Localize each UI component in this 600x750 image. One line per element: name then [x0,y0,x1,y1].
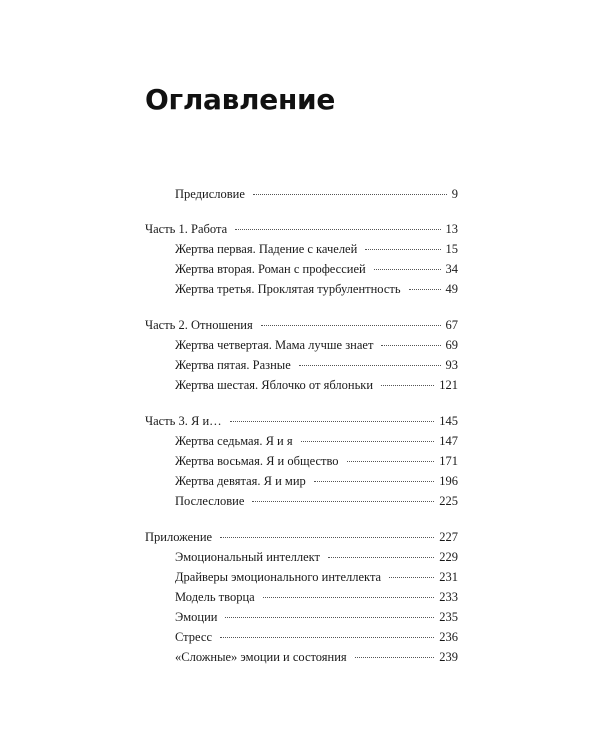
toc-chapter-entry [145,355,458,375]
dot-leader [299,365,441,366]
toc-entry-page-number: 13 [445,222,458,236]
toc-chapter-entry [145,627,458,647]
toc-entry-title: Модель творца [175,590,255,604]
dot-leader [230,421,435,422]
dot-leader [261,325,441,326]
dot-leader [263,597,435,598]
toc-chapter-entry [145,335,458,355]
toc-entry-page-number: 229 [439,550,458,564]
dot-leader [381,385,434,386]
dot-leader [374,269,441,270]
table-of-contents [145,184,458,683]
toc-entry-page-number: 9 [451,187,458,201]
toc-entry-page-number: 121 [439,378,458,392]
dot-leader [225,617,434,618]
toc-entry-title: Жертва шестая. Яблочко от яблоньки [175,378,374,392]
toc-entry-page-number: 227 [439,530,458,544]
dot-leader [409,289,441,290]
toc-entry-page-number: 171 [439,454,458,468]
toc-entry-title: Часть 3. Я и… [145,414,222,428]
toc-entry-page-number: 145 [439,414,458,428]
toc-section [145,527,458,667]
toc-entry-page-number: 93 [445,358,458,372]
toc-entry-title: Жертва первая. Падение с качелей [175,242,358,256]
toc-part-entry [145,527,458,547]
dot-leader [314,481,434,482]
toc-entry-page-number: 235 [439,610,458,624]
toc-entry-page-number: 147 [439,434,458,448]
toc-entry-title: Эмоции [175,610,218,624]
toc-entry-page-number: 34 [445,262,458,276]
toc-part-entry [145,315,458,335]
toc-entry-page-number: 225 [439,494,458,508]
dot-leader [389,577,434,578]
toc-entry-title: Эмоциональный интеллект [175,550,321,564]
toc-chapter-entry [145,567,458,587]
toc-entry-title: Жертва вторая. Роман с профессией [175,262,366,276]
toc-entry-page-number: 233 [439,590,458,604]
toc-entry-title: Жертва восьмая. Я и общество [175,454,339,468]
toc-section [145,411,458,511]
toc-section [145,219,458,299]
toc-entry-title: Стресс [175,630,212,644]
toc-chapter-entry [145,491,458,511]
toc-entry-page-number: 236 [439,630,458,644]
toc-chapter-entry [145,547,458,567]
toc-entry-title: Предисловие [175,187,245,201]
toc-section [145,315,458,395]
dot-leader [365,249,440,250]
toc-entry-title: Жертва третья. Проклятая турбулентность [175,282,401,296]
toc-entry-page-number: 67 [445,318,458,332]
dot-leader [328,557,434,558]
toc-part-entry [145,411,458,431]
toc-chapter-entry [145,451,458,471]
toc-section [145,184,458,204]
dot-leader [253,194,447,195]
toc-chapter-entry [145,239,458,259]
toc-entry-page-number: 15 [445,242,458,256]
toc-entry-page-number: 231 [439,570,458,584]
toc-entry-title: Жертва четвертая. Мама лучше знает [175,338,374,352]
toc-chapter-entry [145,647,458,667]
toc-entry-title: Жертва пятая. Разные [175,358,291,372]
toc-chapter-entry [145,431,458,451]
dot-leader [235,229,440,230]
toc-entry-title: «Сложные» эмоции и состояния [175,650,347,664]
dot-leader [252,501,434,502]
toc-entry-title: Часть 1. Работа [145,222,228,236]
dot-leader [220,637,434,638]
toc-entry-title: Приложение [145,530,213,544]
toc-part-entry [145,219,458,239]
toc-entry-title: Жертва девятая. Я и мир [175,474,306,488]
toc-chapter-entry [145,259,458,279]
toc-entry-page-number: 239 [439,650,458,664]
dot-leader [301,441,435,442]
toc-chapter-entry [145,279,458,299]
toc-entry-page-number: 69 [445,338,458,352]
toc-chapter-entry [145,375,458,395]
toc-entry-title: Послесловие [175,494,245,508]
page-title: Оглавление [145,83,336,116]
toc-entry-title: Часть 2. Отношения [145,318,253,332]
dot-leader [381,345,440,346]
toc-entry-title: Драйверы эмоционального интеллекта [175,570,382,584]
toc-entry-page-number: 196 [439,474,458,488]
toc-chapter-entry [145,471,458,491]
toc-chapter-entry [145,587,458,607]
dot-leader [347,461,435,462]
dot-leader [355,657,435,658]
toc-chapter-entry [145,184,458,204]
toc-chapter-entry [145,607,458,627]
toc-entry-title: Жертва седьмая. Я и я [175,434,293,448]
toc-entry-page-number: 49 [445,282,458,296]
dot-leader [220,537,434,538]
